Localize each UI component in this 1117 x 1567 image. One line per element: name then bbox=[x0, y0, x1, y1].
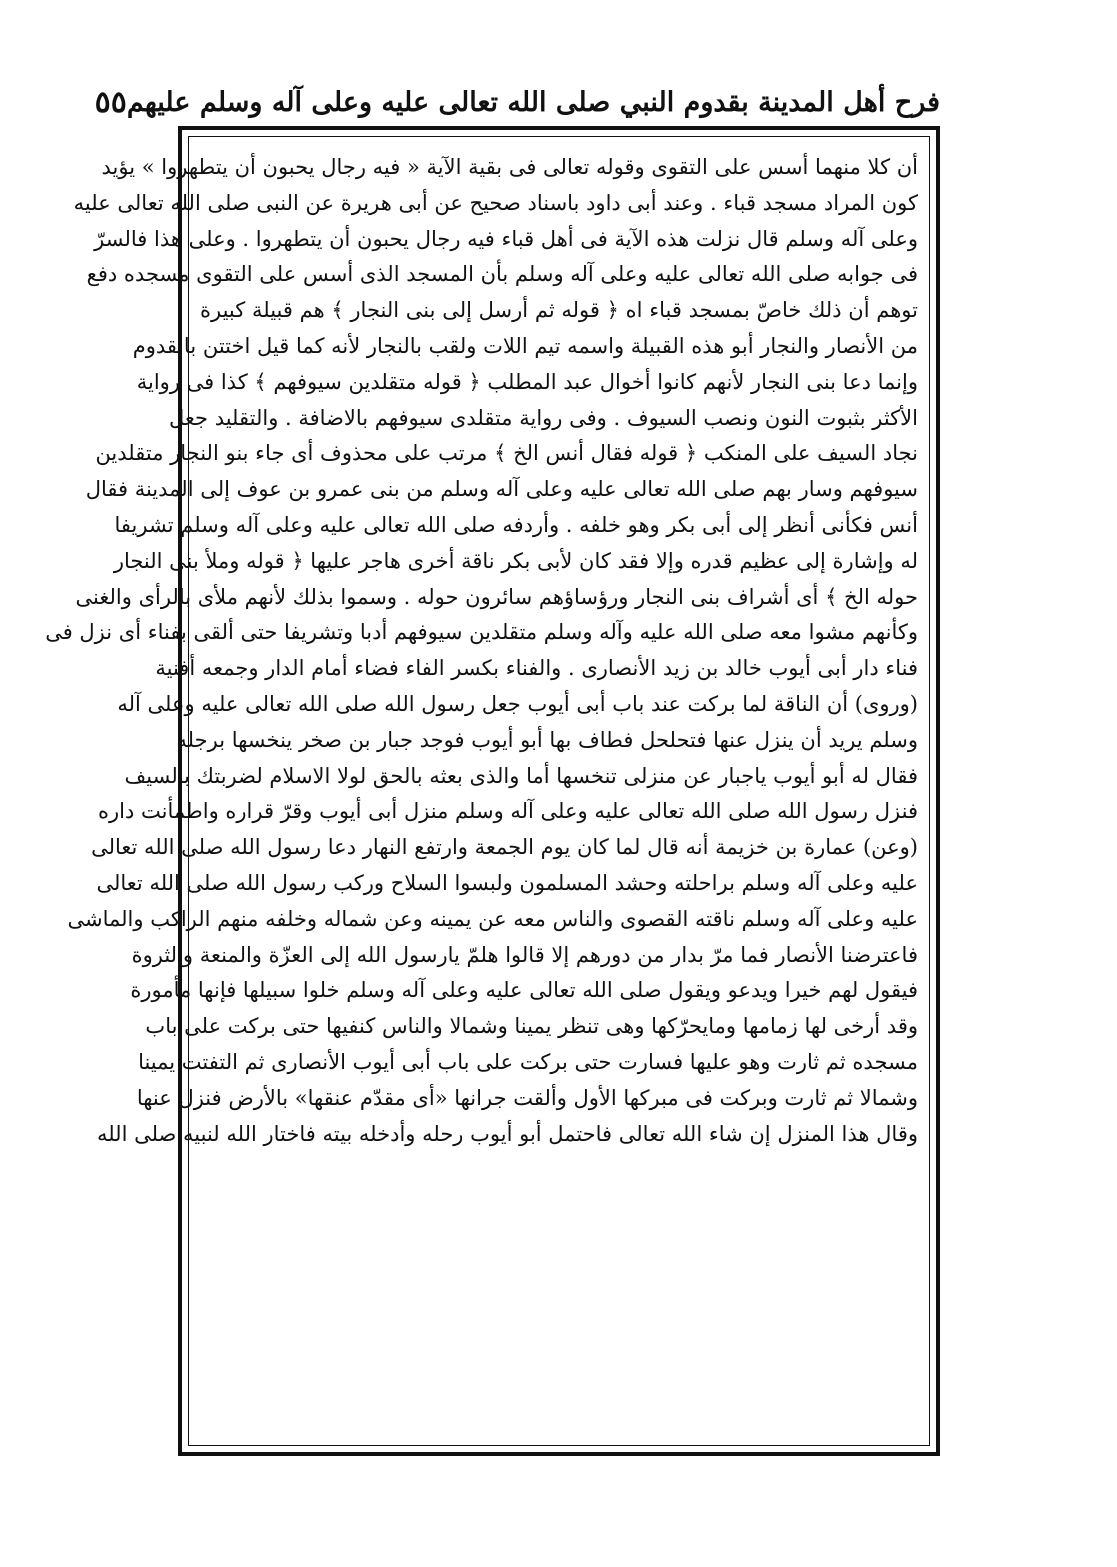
text-line: (وعن) عمارة بن خزيمة أنه قال لما كان يوم الجمعة وارتفع النهار دعا رسول الله صلى الله تعالى bbox=[91, 835, 918, 860]
text-line: وقد أرخى لها زمامها ومايحرّكها وهى تنظر يمينا وشمالا والناس كنفيها حتى بركت على باب bbox=[145, 1014, 918, 1039]
text-line: عليه وعلى آله وسلم براحلته وحشد المسلمون ولبسوا السلاح وركب رسول الله صلى الله تعالى bbox=[96, 870, 918, 895]
text-line: وسلم يريد أن ينزل عنها فتحلحل فطاف بها أبو أيوب فوجد جبار بن صخر ينخسها برجله bbox=[176, 727, 918, 752]
text-line: سيوفهم وسار بهم صلى الله تعالى عليه وعلى آله وسلم من بنى عمرو بن عوف إلى المدينة فقال bbox=[85, 477, 918, 502]
text-line: أنس فكأنى أنظر إلى أبى بكر وهو خلفه . وأردفه صلى الله تعالى عليه وعلى آله وسلم تشريفا bbox=[114, 512, 918, 537]
text-line: فنزل رسول الله صلى الله تعالى عليه وعلى آله وسلم منزل أبى أيوب وقرّ قراره واطمأنت داره bbox=[98, 799, 918, 824]
text-line: مسجده ثم ثارت وهو عليها فسارت حتى بركت على باب أبى أيوب الأنصارى ثم التفتت يمينا bbox=[138, 1049, 918, 1074]
text-line: فاعترضنا الأنصار فما مرّ بدار من دورهم إلا قالوا هلمّ يارسول الله إلى العزّة والمنعة والثروة bbox=[131, 942, 918, 967]
text-line: من الأنصار والنجار أبو هذه القبيلة واسمه تيم اللات ولقب بالنجار لأنه كما قيل اختتن بالقدوم bbox=[132, 333, 918, 358]
text-line: وعلى آله وسلم قال نزلت هذه الآية فى أهل قباء فيه رجال يحبون أن يتطهروا . وعلى هذا فالسرّ bbox=[94, 226, 918, 251]
text-line: توهم أن ذلك خاصّ بمسجد قباء اه ﴿ قوله ثم أرسل إلى بنى النجار ﴾ هم قبيلة كبيرة bbox=[200, 298, 918, 323]
text-line: الأكثر بثبوت النون ونصب السيوف . وفى رواية متقلدى سيوفهم بالاضافة . والتقليد جعل bbox=[169, 405, 918, 430]
page-number: ٥٥ bbox=[94, 84, 127, 120]
text-line: حوله الخ ﴾ أى أشراف بنى النجار ورؤساؤهم سائرون حوله . وسموا بذلك لأنهم ملأى بالرأى والغنى bbox=[75, 584, 918, 609]
text-line: نجاد السيف على المنكب ﴿ قوله فقال أنس الخ ﴾ مرتب على محذوف أى جاء بنو النجار متقلدين bbox=[95, 441, 918, 466]
text-line: عليه وعلى آله وسلم ناقته القصوى والناس معه عن يمينه وعن شماله وخلفه منهم الراكب والماشى bbox=[67, 906, 918, 931]
text-line: كون المراد مسجد قباء . وعند أبى داود باسناد صحيح عن أبى هريرة عن النبى صلى الله تعالى عليه bbox=[73, 190, 918, 215]
text-line: أن كلا منهما أسس على التقوى وقوله تعالى فى بقية الآية « فيه رجال يحبون أن يتطهروا » يؤيد bbox=[101, 155, 918, 179]
text-line: وكأنهم مشوا معه صلى الله عليه وآله وسلم متقلدين سيوفهم أدبا وتشريفا حتى ألقى بفناء أى نزل فى bbox=[45, 620, 918, 645]
text-line: له وإشارة إلى عظيم قدره وإلا فقد كان لأبى بكر ناقة أخرى هاجر عليها ﴿ قوله وملأ بنى النجار bbox=[113, 548, 918, 573]
text-line: فى جوابه صلى الله تعالى عليه وعلى آله وسلم بأن المسجد الذى أسس على التقوى مسجده دفع bbox=[86, 262, 918, 287]
text-line: وإنما دعا بنى النجار لأنهم كانوا أخوال عبد المطلب ﴿ قوله متقلدين سيوفهم ﴾ كذا فى رواية bbox=[136, 369, 918, 394]
running-header bbox=[94, 82, 940, 122]
text-line: وشمالا ثم ثارت وبركت فى مبركها الأول وألقت جرانها «أى مقدّم عنقها» بالأرض فنزل عنها bbox=[136, 1085, 918, 1110]
main-text-body bbox=[45, 150, 918, 1440]
text-line: فيقول لهم خيرا ويدعو ويقول صلى الله تعالى عليه وعلى آله وسلم خلوا سبيلها فإنها مأمورة bbox=[130, 978, 918, 1003]
text-line: فقال له أبو أيوب ياجبار عن منزلى تنخسها أما والذى بعثه بالحق لولا الاسلام لضربتك بالسيف bbox=[124, 763, 918, 788]
text-line: فناء دار أبى أيوب خالد بن زيد الأنصارى . والفناء بكسر الفاء فضاء أمام الدار وجمعه أفنية bbox=[155, 656, 918, 681]
text-line: (وروى) أن الناقة لما بركت عند باب أبى أيوب جعل رسول الله صلى الله تعالى عليه وعلى آله bbox=[117, 691, 918, 716]
page-header-title: فرح أهل المدينة بقدوم النبي صلى الله تعالى عليه وعلى آله وسلم عليهم bbox=[126, 86, 940, 118]
text-line: وقال هذا المنزل إن شاء الله تعالى فاحتمل أبو أيوب رحله وأدخله بيته فاختار الله لنبيه صلى الله bbox=[96, 1121, 918, 1146]
